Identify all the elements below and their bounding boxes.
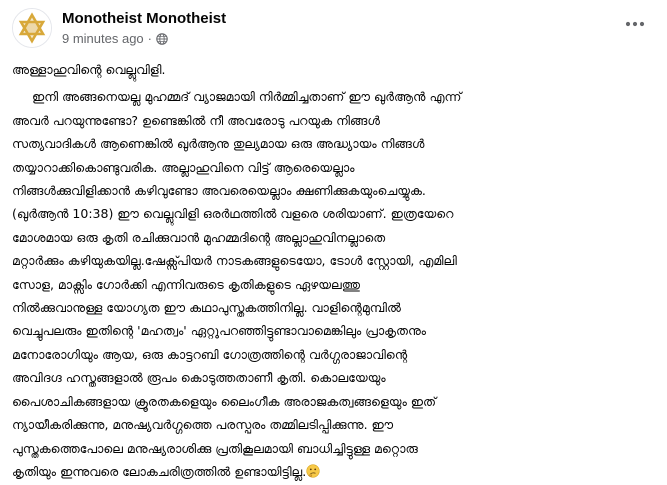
more-options-button[interactable] [619,8,651,40]
body-line: മറ്റാർക്കും കഴിയുകയില്ല.ഷേക്സ്പിയർ നാടകങ്ങളുടെയോ, ടോൾ സ്റ്റോയി, എമിലി [12,253,457,269]
post-meta [62,31,168,46]
post-content [12,58,644,483]
post-body [12,85,644,483]
post-title: അള്ളാഹുവിന്റെ വെല്ലുവിളി. [12,62,166,77]
avatar[interactable] [12,8,52,48]
meta-separator: · [147,31,153,46]
body-line: അവിദഗ്ദ ഹസ്തങ്ങളാൽ രൂപം കൊടുത്തതാണീ കൃതി. കൊലയേയും [12,370,386,386]
body-line: ഇനി അങ്ങനെയല്ല മുഹമ്മദ് വ്യാജമായി നിർമ്മിച്ചതാണ് ഈ ഖുർആൻ എന്ന് [32,89,462,105]
body-line: നിങ്ങൾക്കുവിളിക്കാൻ കഴിവുണ്ടോ അവരെയെല്ലാം ക്ഷണിക്കുകയുംചെയ്യുക. [12,183,426,199]
body-line-text: കൃതിയും ഇന്നുവരെ ലോകചരിത്രത്തിൽ ഉണ്ടായിട്ടില്ല. [12,463,307,479]
body-line-last [12,460,644,483]
body-line: നിൽക്കുവാനുള്ള യോഗ്യത ഈ കഥാപുസ്തകത്തിനില്ല. വാളിന്റെമുമ്പിൽ [12,300,401,316]
post-header [12,8,657,50]
author-name[interactable]: Monotheist Monotheist [62,10,227,27]
body-line: പുസ്തകത്തെപോലെ മനുഷ്യരാശിക്കു പ്രതികൂലമായി ബാധിച്ചിട്ടുള്ള മറ്റൊരു [12,440,418,456]
body-line: (ഖുർആൻ 10:38) ഈ വെല്ലുവിളി ഒരർഥത്തിൽ വളരെ ശരിയാണ്. ഇത്രയേറെ [12,206,454,222]
more-dots-icon [625,21,645,27]
globe-icon[interactable] [156,33,168,45]
thinking-face-icon [306,462,320,476]
body-line: അവർ പറയുന്നുണ്ടോ? ഉണ്ടെങ്കിൽ നീ അവരോടു പറയുക നിങ്ങൾ [12,112,380,128]
body-line: സോള, മാക്സിം ഗോർക്കി എന്നിവരുടെ കൃതികളുടെ ഏഴയലത്തു [12,276,360,292]
post-timestamp[interactable]: 9 minutes ago [62,31,144,46]
body-line: ന്യായീകരിക്കുന്നു, മനുഷ്യവർഗ്ഗത്തെ പരസ്പരം തമ്മിലടിപ്പിക്കുന്നു. ഈ [12,417,394,433]
body-line: മനോരോഗിയും ആയ, ഒരു കാട്ടറബി ഗോത്രത്തിന്റെ വർഗ്ഗരാജാവിന്റെ [12,346,408,362]
body-line: മോശമായ ഒരു കൃതി രചിക്കുവാൻ മുഹമ്മദിന്റെ അല്ലാഹുവിനല്ലാതെ [12,229,386,245]
body-line: സത്യവാദികൾ ആണെങ്കിൽ ഖുർആനു തുല്യമായ ഒരു അദ്ധ്യായം നിങ്ങൾ [12,136,425,152]
star-of-david-icon [13,9,51,47]
body-line: പൈശാചികങ്ങളായ ക്രൂരതകളെയും ലൈംഗീക അരാജകത്വങ്ങളെയും ഇത് [12,393,437,409]
body-line: വെച്ചുപലരും ഇതിന്റെ 'മഹത്വം' ഏറ്റുപറഞ്ഞിട്ടുണ്ടാവാമെങ്കിലും പ്രാകൃതനും [12,323,427,339]
body-line: തയ്യാറാക്കികൊണ്ടുവരിക. അല്ലാഹുവിനെ വിട്ട് ആരെയെല്ലാം [12,159,355,175]
